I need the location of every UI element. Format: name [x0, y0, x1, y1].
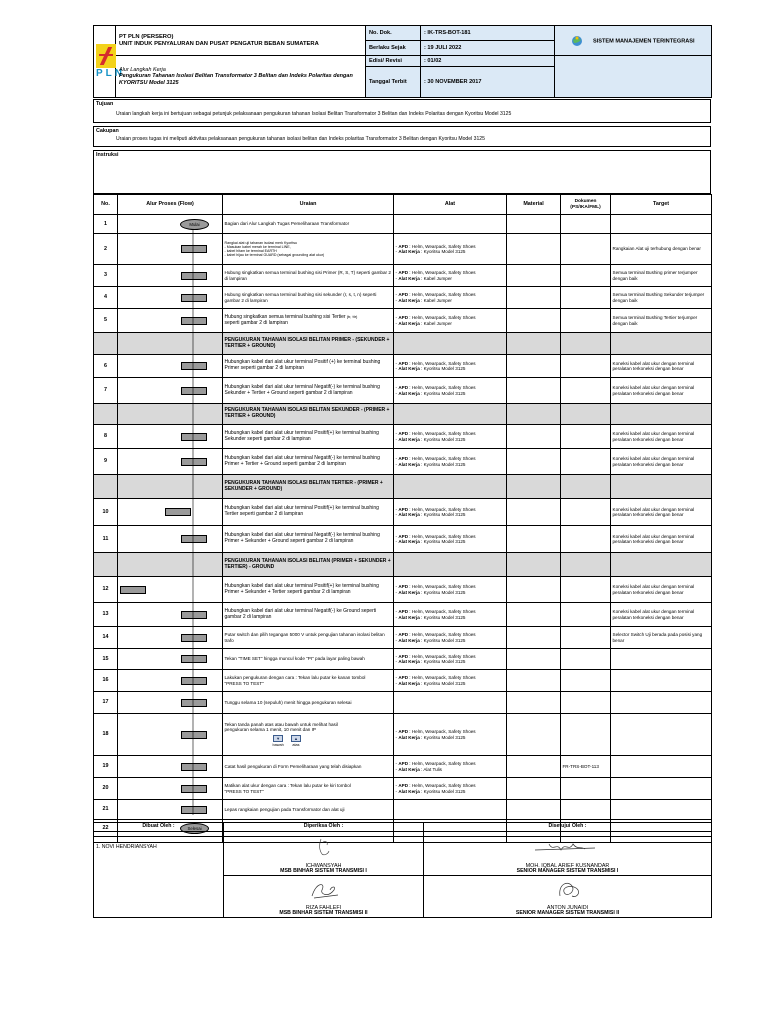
- unit-name: UNIT INDUK PENYALURAN DAN PUSAT PENGATUR BEBAN SUMATERA: [119, 40, 319, 47]
- doc-title-block: [116, 56, 366, 98]
- table-row: 21 Lepas rangkaian pengujian pada Transformator dan alat uji: [94, 800, 712, 820]
- section-header-row: PENGUKURAN TAHANAN ISOLASI BELITAN (PRIMER + SEKUNDER + TERTIER) - GROUND: [94, 553, 712, 577]
- process-box: [181, 245, 207, 253]
- checker2-signature: [304, 878, 344, 902]
- no-dok-label: No. Dok.: [366, 26, 421, 41]
- tujuan-text: Uraian langkah kerja ini bertujuan sebagai petunjuk pelaksanaan pengukuran tahanan Isolasi Belitan Transformator 3 Belitan dan Indeks Polaritas dengan Kyoritsu Model 3125: [116, 111, 512, 117]
- disetujui-label: Disetujui Oleh :: [424, 823, 712, 832]
- process-box: [181, 806, 207, 814]
- section-header-row: PENGUKURAN TAHANAN ISOLASI BELITAN PRIMER - (SEKUNDER + TERTIER + GROUND): [94, 333, 712, 355]
- table-row: 3 Hubung singkatkan semua terminal bushing sisi Primer (R, S, T) seperti gambar 2 di lampiran - APD : Helm, Wearpack, Safety Shoes - Alat Kerja : Kabel Jumper Semua terminal Bushing primer terjumper dengan baik: [94, 265, 712, 287]
- col-alat: Alat: [394, 195, 507, 215]
- table-row: 5 Hubung singkatkan semua terminal bushing sisi Tertier (tr, ttr) seperti gambar 2 di lampiran - APD : Helm, Wearpack, Safety Shoes - Alat Kerja : Kabel Jumper Semua terminal Bushing Tertier terjumper dengan baik: [94, 309, 712, 333]
- flow-cell: [118, 215, 223, 234]
- approver2-signature: [548, 878, 588, 902]
- cakupan-section: [93, 126, 711, 147]
- checker1-signature: [309, 836, 339, 860]
- process-box: [181, 655, 207, 663]
- berlaku-label: Berlaku Sejak: [366, 41, 421, 56]
- pln-logo: PLN: [94, 26, 116, 98]
- table-row: 11 Hubungkan kabel dari alat ukur terminal Negatif(-) ke terminal bushing Primer + Sekunder + Ground seperti gambar 2 di lampiran - APD : Helm, Wearpack, Safety Shoes - Alat Kerja : Kyoritsu Model 3125 Koneksi kabel alat ukur dengan terminal peralatan terkoneksi dengan benar: [94, 526, 712, 553]
- table-row: 12 Hubungkan kabel dari alat ukur terminal Positif(+) ke terminal bushing Primer + Sekunder + Tertier seperti gambar 2 di lampiran - APD : Helm, Wearpack, Safety Shoes - Alat Kerja : Kyoritsu Model 3125 Koneksi kabel alat ukur dengan terminal peralatan terkoneksi dengan benar: [94, 577, 712, 603]
- process-box: [181, 634, 207, 642]
- process-box: [181, 362, 207, 370]
- process-box: [181, 294, 207, 302]
- dokumen-ref: FR-TRS-BOT-113: [561, 756, 611, 778]
- process-box: [181, 785, 207, 793]
- table-header-row: [94, 195, 712, 215]
- table-row: 6 Hubungkan kabel dari alat ukur terminal Positif (+) ke terminal bushing Primer seperti gambar 2 di lampiran - APD : Helm, Wearpack, Safety Shoes - Alat Kerja : Kyoritsu Model 3125 Koneksi kabel alat ukur dengan terminal peralatan terkoneksi dengan benar: [94, 355, 712, 378]
- tujuan-section: [93, 99, 711, 123]
- cakupan-label: Cakupan: [96, 128, 119, 134]
- process-box: [181, 458, 207, 466]
- table-row: 10 Hubungkan kabel dari alat ukur terminal Positif(+) ke terminal bushing Tertier seperti gambar 2 di lampiran - APD : Helm, Wearpack, Safety Shoes - Alat Kerja : Kyoritsu Model 3125 Koneksi kabel alat ukur dengan terminal peralatan terkoneksi dengan benar: [94, 499, 712, 526]
- instruksi-section: [93, 150, 711, 194]
- checker1-block: ICHWANSYAH MSB BINHAR SISTEM TRANSMISI I: [224, 832, 424, 876]
- arrow-buttons: ▼ bawah ▲ atas: [272, 736, 300, 748]
- instruksi-label: Instruksi: [96, 152, 119, 158]
- edisi-label: Edisi/ Revisi: [366, 56, 421, 67]
- pln-bolt-icon: [96, 44, 116, 68]
- table-row: 18 Tekan tanda panah atas atau bawah untuk melihat hasil pengukuran selama 1 menit, 10 menit dan IP ▼ bawah ▲ atas - APD : Helm, Wearpack, Safety Shoes - Alat Kerja : Kyoritsu Model 3125: [94, 714, 712, 756]
- company-block: [116, 26, 366, 56]
- end-terminator: Selesai: [180, 823, 209, 834]
- table-row: 7 Hubungkan kabel dari alat ukur terminal Negatif(-) ke terminal bushing Sekunder + Tertier + Ground seperti gambar 2 di lampiran - APD : Helm, Wearpack, Safety Shoes - Alat Kerja : Kyoritsu Model 3125 Koneksi kabel alat ukur dengan terminal peralatan terkoneksi dengan benar: [94, 378, 712, 404]
- table-row: 8 Hubungkan kabel dari alat ukur terminal Positif(+) ke terminal bushing Sekunder seperti gambar 2 di lampiran - APD : Helm, Wearpack, Safety Shoes - Alat Kerja : Kyoritsu Model 3125 Koneksi kabel alat ukur dengan terminal peralatan terkoneksi dengan benar: [94, 425, 712, 449]
- edisi-value: : 01/02: [421, 56, 555, 67]
- terbit-value: : 30 NOVEMBER 2017: [421, 67, 555, 98]
- process-box: [181, 731, 207, 739]
- doc-title: Pengukuran Tahanan Isolasi Belitan Transformator 3 Belitan dan Indeks Polaritas dengan KYORITSU Model 3125: [119, 73, 353, 86]
- table-row: 13 Hubungkan kabel dari alat ukur terminal Negatif(-) ke Ground seperti gambar 2 di lampiran - APD : Helm, Wearpack, Safety Shoes - Alat Kerja : Kyoritsu Model 3125 Koneksi kabel alat ukur dengan terminal peralatan terkoneksi dengan benar: [94, 603, 712, 627]
- checker2-block: RIZA FAHLEFI MSB BINHAR SISTEM TRANSMISI II: [224, 876, 424, 918]
- table-row: 17 Tunggu selama 10 (sepuluh) menit hingga pengukuran selesai: [94, 692, 712, 714]
- system-title: SISTEM MANAJEMEN TERINTEGRASI: [555, 26, 712, 56]
- process-box: [181, 272, 207, 280]
- table-row: 1 Mulai Bagian dari Alur Langkah Tugas Pemeliharaan Transformator: [94, 215, 712, 234]
- table-row: 19 Catat hasil pengukuran di Form Pemeliharaan yang telah disiapkan - APD : Helm, Wearpack, Safety Shoes - Alat Kerja : Alat Tulis FR-TRS-BOT-113: [94, 756, 712, 778]
- document-page: [93, 25, 711, 930]
- process-box: [165, 508, 191, 516]
- process-box: [181, 763, 207, 771]
- dibuat-label: Dibuat Oleh :: [94, 823, 224, 832]
- col-target: Target: [611, 195, 712, 215]
- table-row: 16 Lakukan pengukuran dengan cara : Tekan lalu putar ke kanan tombol "PRESS TO TEST" - APD : Helm, Wearpack, Safety Shoes - Alat Kerja : Kyoritsu Model 3125: [94, 670, 712, 692]
- cakupan-text: Uraian proses tugas ini meliputi aktivitas pelaksanaan pengukuran tahanan isolasi belitan dan Indeks polaritas Transformator 3 Belitan dengan Kyoritsu Model 3125: [116, 136, 485, 142]
- table-row: 20 Matikan alat ukur dengan cara : Tekan lalu putar ke kiri tombol "PRESS TO TEST" - APD : Helm, Wearpack, Safety Shoes - Alat Kerja : Kyoritsu Model 3125: [94, 778, 712, 800]
- approver1-block: MOH. IQBAL ARIEF KUSNANDAR SENIOR MANAGER SISTEM TRANSMISI I: [424, 832, 712, 876]
- process-box: [181, 699, 207, 707]
- start-terminator: Mulai: [180, 219, 209, 230]
- table-row: 2 Rangkai alat uji tahanan isolasi merk Kyoritsu - Masukan kabel merah ke terminal LINE, - kabel hitam ke terminal EARTH - kabel hijau ke terminal GUARD (sebagai grounding alat ukur) - APD : Helm, Wearpack, Safety Shoes - Alat Kerja : Kyoritsu Model 3125 Rangkaian Alat uji terhubung dengan benar: [94, 234, 712, 265]
- process-box: [181, 611, 207, 619]
- down-arrow-icon: ▼: [273, 735, 283, 742]
- table-row: 22 Selesai: [94, 820, 712, 837]
- signature-table: [93, 822, 712, 918]
- process-box: [181, 535, 207, 543]
- berlaku-value: : 19 JULI 2022: [421, 41, 555, 56]
- col-flow: Alur Proses (Flow): [118, 195, 223, 215]
- tujuan-label: Tujuan: [96, 101, 114, 107]
- smt-globe-icon: [571, 35, 583, 47]
- col-uraian: Uraian: [223, 195, 394, 215]
- instruction-table: [93, 194, 712, 843]
- table-row: 14 Putar switch dan pilih tegangan 5000 V untuk pengujian tahanan isolasi belitan trafo - APD : Helm, Wearpack, Safety Shoes - Alat Kerja : Kyoritsu Model 3125 Selector Switch Uji berada pada posisi yang benar: [94, 627, 712, 649]
- process-box: [181, 387, 207, 395]
- col-material: Material: [507, 195, 561, 215]
- doc-type: Alur Langkah Kerja: [119, 67, 166, 74]
- process-box: [181, 433, 207, 441]
- diperiksa-label: Diperiksa Oleh :: [224, 823, 424, 832]
- document-header: [93, 25, 712, 98]
- table-row: 4 Hubung singkatkan semua terminal bushing sisi sekunder (r, s, t, n) seperti gambar 2 di lampiran - APD : Helm, Wearpack, Safety Shoes - Alat Kerja : Kabel Jumper Semua terminal Bushing Sekunder terjumper dengan baik: [94, 287, 712, 309]
- no-dok-value: : IK-TRS-BOT-181: [421, 26, 555, 41]
- col-no: No.: [94, 195, 118, 215]
- approver1-signature: [533, 836, 603, 860]
- terbit-label: Tanggal Terbit: [366, 67, 421, 98]
- process-box: [181, 677, 207, 685]
- up-arrow-icon: ▲: [291, 735, 301, 742]
- maker-name: 1. NOVI HENDRIANSYAH: [96, 843, 157, 850]
- col-dokumen: Dokumen (PS/IKA/FML): [561, 195, 611, 215]
- table-row: 9 Hubungkan kabel dari alat ukur terminal Negatif(-) ke terminal bushing Primer + Tertier + Ground seperti gambar 2 di lampiran - APD : Helm, Wearpack, Safety Shoes - Alat Kerja : Kyoritsu Model 3125 Koneksi kabel alat ukur dengan terminal peralatan terkoneksi dengan benar: [94, 449, 712, 475]
- approver2-block: ANTON JUNAIDI SENIOR MANAGER SISTEM TRANSMISI II: [424, 876, 712, 918]
- company-name: PT PLN (PERSERO): [119, 34, 174, 41]
- system-blank: [555, 56, 712, 98]
- table-row: 15 Tekan "TIME SET" hingga muncul kode "PI" pada layar paling bawah - APD : Helm, Wearpack, Safety Shoes - Alat Kerja : Kyoritsu Model 3125: [94, 649, 712, 670]
- section-header-row: PENGUKURAN TAHANAN ISOLASI BELITAN TERTIER - (PRIMER + SEKUNDER + GROUND): [94, 475, 712, 499]
- process-box: [120, 586, 146, 594]
- section-header-row: PENGUKURAN TAHANAN ISOLASI BELITAN SEKUNDER - (PRIMER + TERTIER + GROUND): [94, 404, 712, 425]
- process-box: [181, 317, 207, 325]
